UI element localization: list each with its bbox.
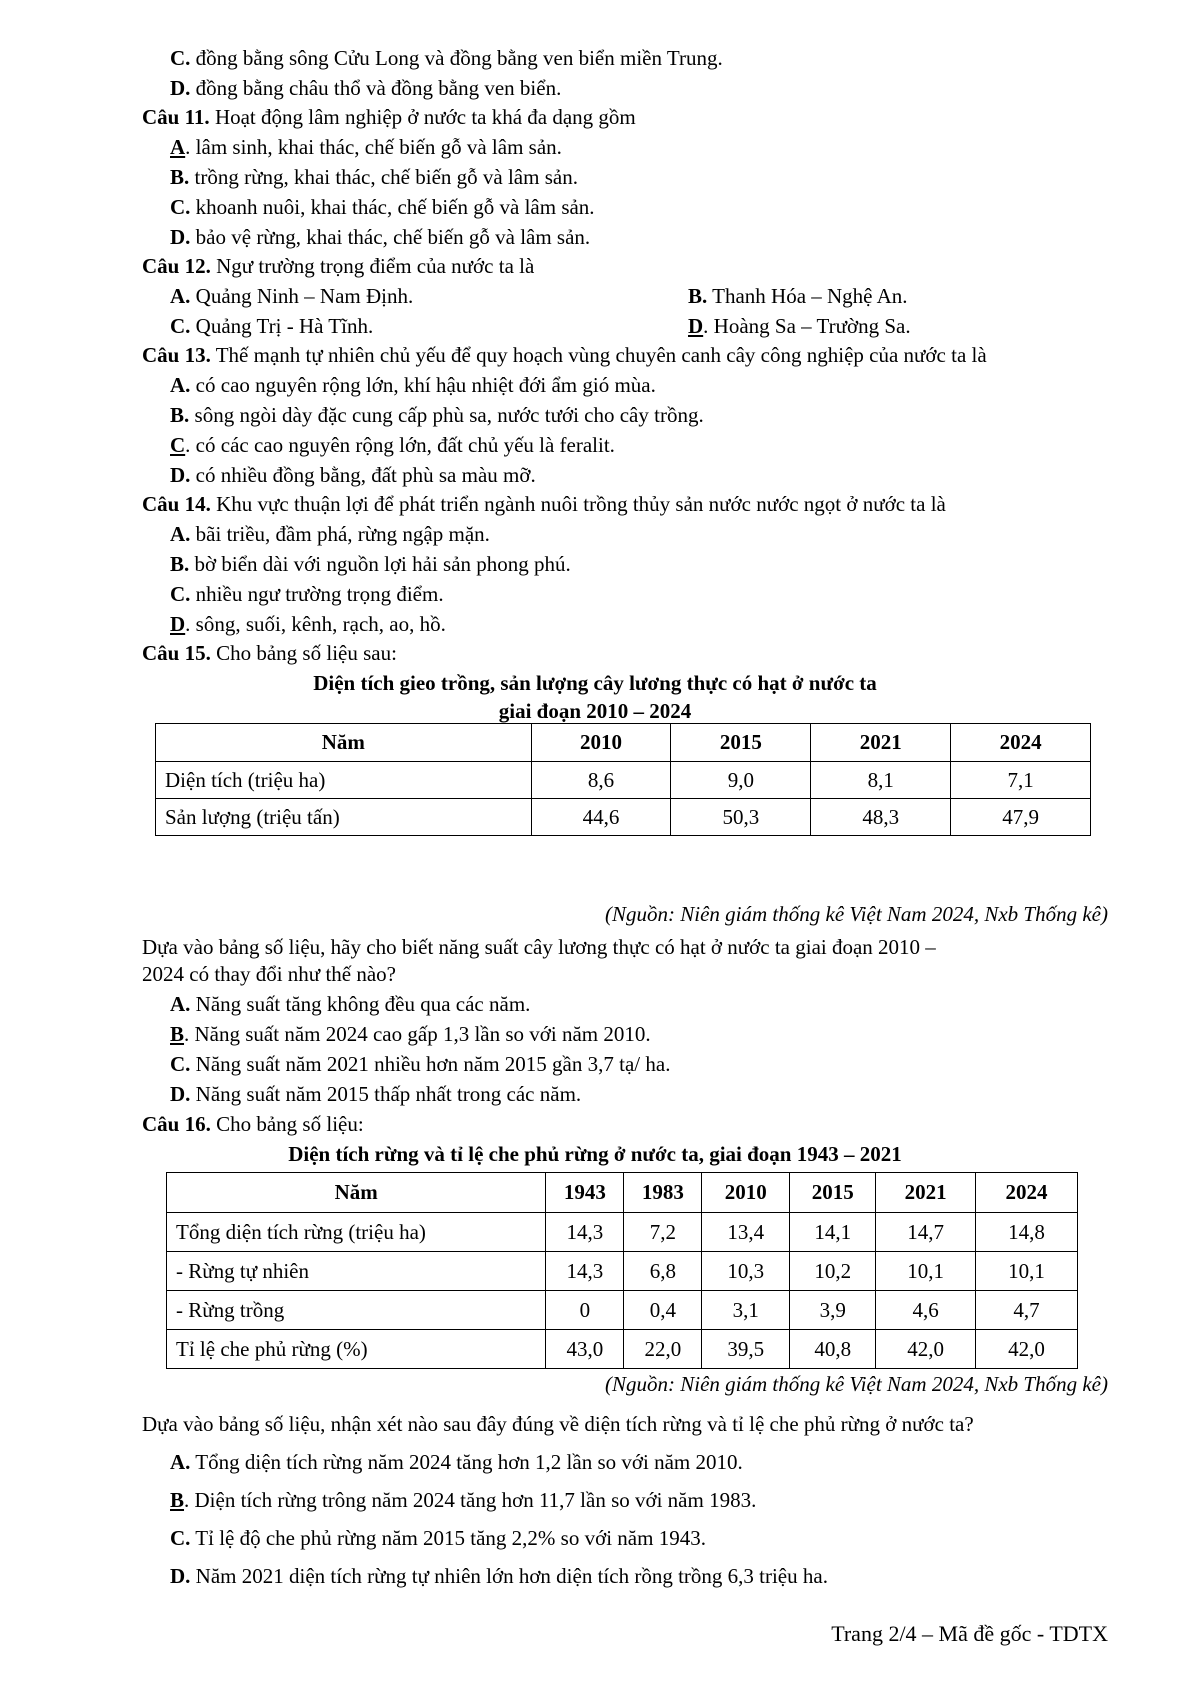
- table-cell: 4,6: [876, 1291, 976, 1330]
- row-label: - Rừng tự nhiên: [167, 1252, 546, 1291]
- table-cell: 13,4: [702, 1213, 790, 1252]
- table-row: [167, 1330, 1078, 1369]
- header-cell: Năm: [156, 724, 532, 762]
- table-cell: 10,2: [790, 1252, 876, 1291]
- q14-option-a: A. bãi triều, đầm phá, rừng ngập mặn.: [170, 522, 490, 546]
- table-cell: 10,3: [702, 1252, 790, 1291]
- table-2-source: (Nguồn: Niên giám thống kê Việt Nam 2024, Nxb Thống kê): [605, 1372, 1108, 1396]
- q11-option-a: A. lâm sinh, khai thác, chế biến gỗ và lâm sản.: [170, 135, 562, 159]
- table-cell: 39,5: [702, 1330, 790, 1369]
- header-cell: 2015: [790, 1173, 876, 1213]
- table-cell: 7,1: [951, 762, 1091, 799]
- row-label: - Rừng trồng: [167, 1291, 546, 1330]
- header-cell: 2015: [671, 724, 811, 762]
- table-cell: 0,4: [624, 1291, 702, 1330]
- table-cell: 42,0: [976, 1330, 1078, 1369]
- table-cell: 8,1: [811, 762, 951, 799]
- q16-option-a: A. Tổng diện tích rừng năm 2024 tăng hơn 1,2 lần so với năm 2010.: [170, 1450, 743, 1474]
- table-header-row: [167, 1173, 1078, 1213]
- row-label: Diện tích (triệu ha): [156, 762, 532, 799]
- table-cell: 4,7: [976, 1291, 1078, 1330]
- table-cell: 43,0: [546, 1330, 624, 1369]
- q13-option-c: C. có các cao nguyên rộng lớn, đất chủ yếu là feralit.: [170, 433, 615, 457]
- question-12: Câu 12. Ngư trường trọng điểm của nước ta là: [142, 254, 535, 278]
- q11-option-c: C. khoanh nuôi, khai thác, chế biến gỗ và lâm sản.: [170, 195, 595, 219]
- q13-option-b: B. sông ngòi dày đặc cung cấp phù sa, nước tưới cho cây trồng.: [170, 403, 704, 427]
- table-cell: 6,8: [624, 1252, 702, 1291]
- q15-option-b: B. Năng suất năm 2024 cao gấp 1,3 lần so với năm 2010.: [170, 1022, 651, 1046]
- table-cell: 3,1: [702, 1291, 790, 1330]
- table-cell: 42,0: [876, 1330, 976, 1369]
- table-cell: 50,3: [671, 799, 811, 836]
- question-13: Câu 13. Thế mạnh tự nhiên chủ yếu để quy hoạch vùng chuyên canh cây công nghiệp của nước ta là: [142, 343, 987, 367]
- table-row: [156, 762, 1091, 799]
- table-cell: 44,6: [531, 799, 671, 836]
- question-16-prompt: Dựa vào bảng số liệu, nhận xét nào sau đây đúng về diện tích rừng và tỉ lệ che phủ rừng ở nước ta?: [142, 1412, 974, 1436]
- table-cell: 14,3: [546, 1252, 624, 1291]
- question-15: Câu 15. Cho bảng số liệu sau:: [142, 641, 397, 665]
- q15-option-d: D. Năng suất năm 2015 thấp nhất trong các năm.: [170, 1082, 582, 1106]
- row-label: Sản lượng (triệu tấn): [156, 799, 532, 836]
- header-cell: 2024: [976, 1173, 1078, 1213]
- table-1-title-line-2: giai đoạn 2010 – 2024: [498, 699, 692, 723]
- table-row: [167, 1252, 1078, 1291]
- q16-option-d: D. Năm 2021 diện tích rừng tự nhiên lớn hơn diện tích rồng trồng 6,3 triệu ha.: [170, 1564, 828, 1588]
- question-11: Câu 11. Hoạt động lâm nghiệp ở nước ta khá đa dạng gồm: [142, 105, 636, 129]
- q12-option-a: A. Quảng Ninh – Nam Định.: [170, 284, 414, 308]
- table-row: [156, 799, 1091, 836]
- table-cell: 14,7: [876, 1213, 976, 1252]
- q12-option-d: D. Hoàng Sa – Trường Sa.: [688, 314, 911, 338]
- table-cell: 10,1: [976, 1252, 1078, 1291]
- q13-option-a: A. có cao nguyên rộng lớn, khí hậu nhiệt đới ẩm gió mùa.: [170, 373, 656, 397]
- table-cell: 7,2: [624, 1213, 702, 1252]
- page-footer: Trang 2/4 – Mã đề gốc - TDTX: [831, 1621, 1108, 1646]
- table-1-source: (Nguồn: Niên giám thống kê Việt Nam 2024, Nxb Thống kê): [605, 902, 1108, 926]
- q11-option-b: B. trồng rừng, khai thác, chế biến gỗ và lâm sản.: [170, 165, 578, 189]
- table-cell: 10,1: [876, 1252, 976, 1291]
- q14-option-c: C. nhiều ngư trường trọng điểm.: [170, 582, 444, 606]
- q12-option-c: C. Quảng Trị - Hà Tĩnh.: [170, 314, 374, 338]
- table-cell: 14,3: [546, 1213, 624, 1252]
- header-cell: 1983: [624, 1173, 702, 1213]
- table-row: [167, 1213, 1078, 1252]
- question-15-prompt-line-2: 2024 có thay đổi như thế nào?: [142, 962, 396, 986]
- option-d: D. đồng bằng châu thổ và đồng bằng ven biển.: [170, 76, 562, 100]
- forest-table: [166, 1172, 1078, 1369]
- table-cell: 9,0: [671, 762, 811, 799]
- question-15-prompt-line-1: Dựa vào bảng số liệu, hãy cho biết năng suất cây lương thực có hạt ở nước ta giai đoạn 2010 –: [142, 935, 936, 959]
- header-cell: 2010: [702, 1173, 790, 1213]
- table-cell: 22,0: [624, 1330, 702, 1369]
- table-2-title: Diện tích rừng và tỉ lệ che phủ rừng ở nước ta, giai đoạn 1943 – 2021: [288, 1142, 902, 1166]
- table-cell: 14,8: [976, 1213, 1078, 1252]
- q11-option-d: D. bảo vệ rừng, khai thác, chế biến gỗ và lâm sản.: [170, 225, 591, 249]
- header-cell: 2024: [951, 724, 1091, 762]
- q13-option-d: D. có nhiều đồng bằng, đất phù sa màu mỡ.: [170, 463, 536, 487]
- q15-option-c: C. Năng suất năm 2021 nhiều hơn năm 2015 gần 3,7 tạ/ ha.: [170, 1052, 671, 1076]
- q12-option-b: B. Thanh Hóa – Nghệ An.: [688, 284, 908, 308]
- header-cell: 2021: [876, 1173, 976, 1213]
- q14-option-b: B. bờ biển dài với nguồn lợi hải sản phong phú.: [170, 552, 571, 576]
- question-14: Câu 14. Khu vực thuận lợi để phát triển ngành nuôi trồng thủy sản nước nước ngọt ở nước ta là: [142, 492, 946, 516]
- question-16: Câu 16. Cho bảng số liệu:: [142, 1112, 364, 1136]
- grain-table: [155, 723, 1091, 836]
- option-c: C. đồng bằng sông Cửu Long và đồng bằng ven biển miền Trung.: [170, 46, 723, 70]
- table-cell: 48,3: [811, 799, 951, 836]
- table-cell: 14,1: [790, 1213, 876, 1252]
- table-1-title-line-1: Diện tích gieo trồng, sản lượng cây lương thực có hạt ở nước ta: [313, 671, 877, 695]
- table-cell: 8,6: [531, 762, 671, 799]
- table-header-row: [156, 724, 1091, 762]
- header-cell: 1943: [546, 1173, 624, 1213]
- q16-option-b: B. Diện tích rừng trông năm 2024 tăng hơn 11,7 lần so với năm 1983.: [170, 1488, 757, 1512]
- table-cell: 47,9: [951, 799, 1091, 836]
- row-label: Tỉ lệ che phủ rừng (%): [167, 1330, 546, 1369]
- header-cell: 2021: [811, 724, 951, 762]
- q16-option-c: C. Tỉ lệ độ che phủ rừng năm 2015 tăng 2,2% so với năm 1943.: [170, 1526, 706, 1550]
- header-cell: 2010: [531, 724, 671, 762]
- header-cell: Năm: [167, 1173, 546, 1213]
- table-cell: 0: [546, 1291, 624, 1330]
- q15-option-a: A. Năng suất tăng không đều qua các năm.: [170, 992, 531, 1016]
- table-cell: 40,8: [790, 1330, 876, 1369]
- table-cell: 3,9: [790, 1291, 876, 1330]
- table-row: [167, 1291, 1078, 1330]
- q14-option-d: D. sông, suối, kênh, rạch, ao, hồ.: [170, 612, 446, 636]
- row-label: Tổng diện tích rừng (triệu ha): [167, 1213, 546, 1252]
